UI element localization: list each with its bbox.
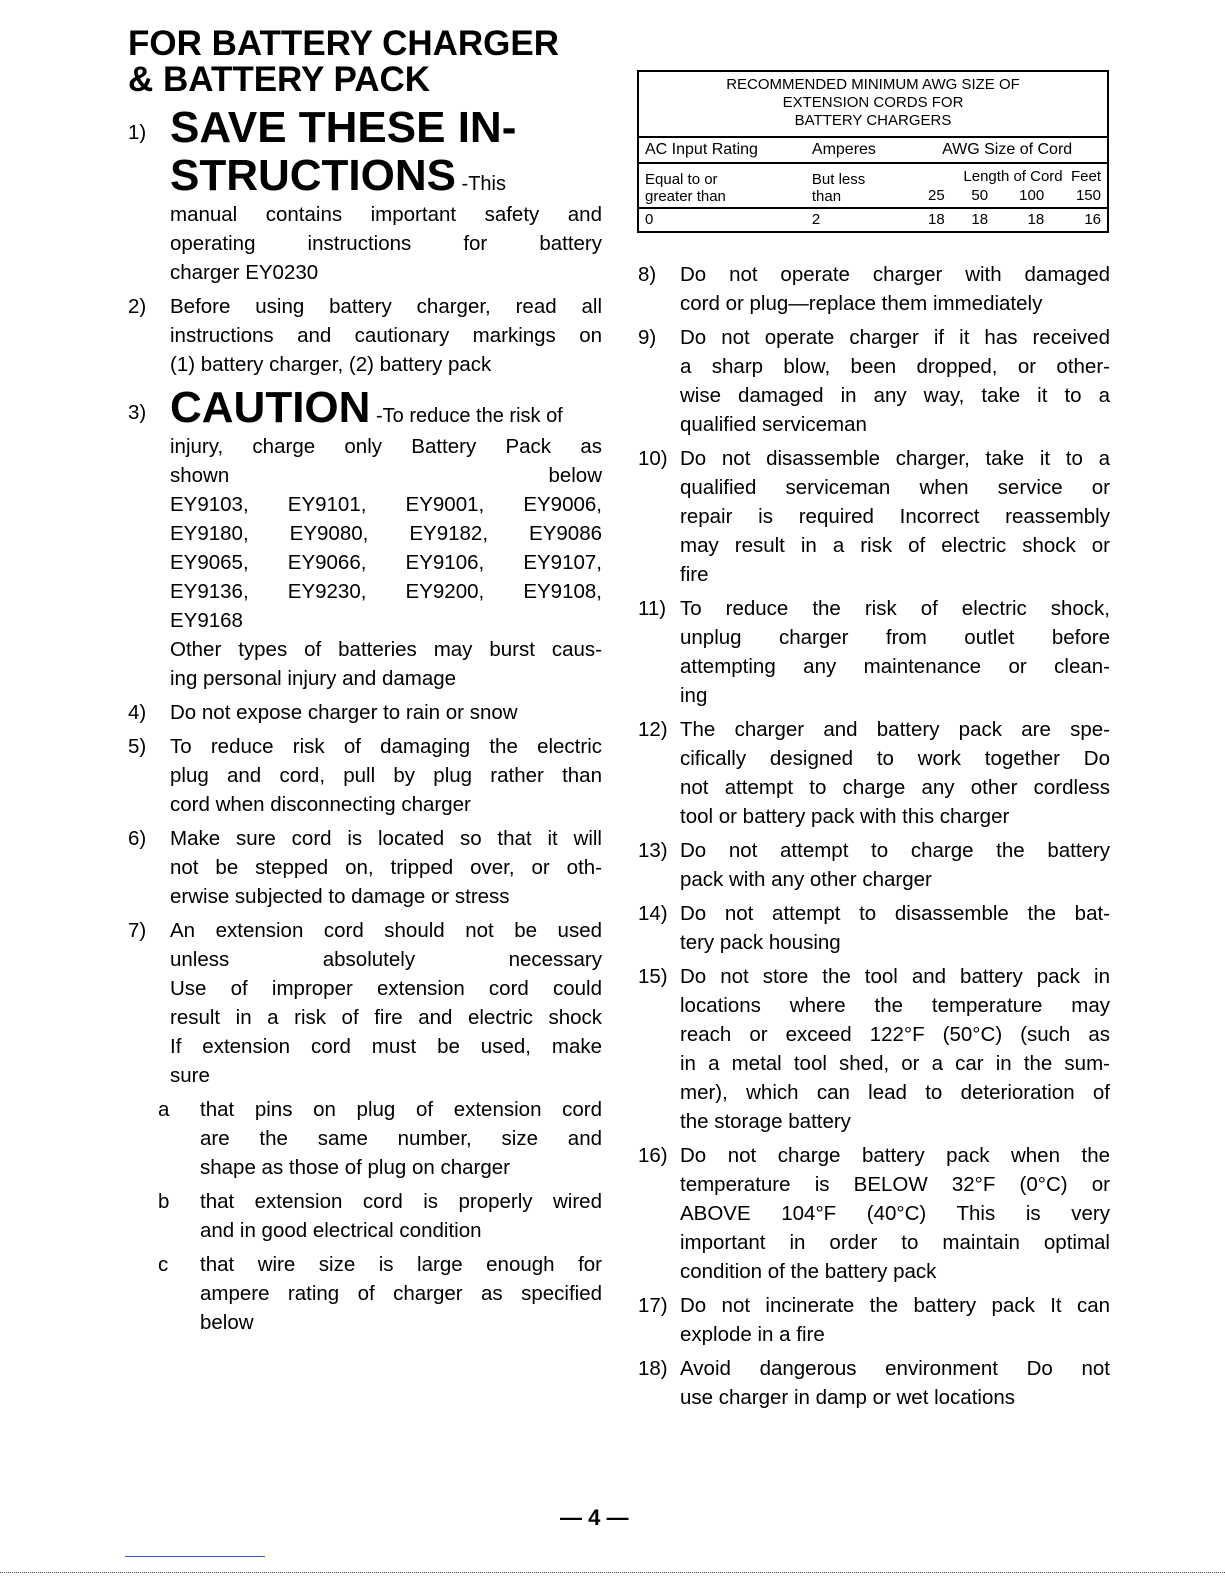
- item-number: 6): [128, 827, 147, 850]
- list-item: [128, 1095, 602, 1182]
- item-number: 4): [128, 701, 147, 724]
- text-line: EY9168: [170, 609, 243, 632]
- heading-text: STRUCTIONS: [170, 151, 456, 200]
- heading-line: FOR BATTERY CHARGER: [128, 24, 560, 63]
- page-divider: [0, 1572, 1225, 1573]
- item-number: b: [158, 1190, 170, 1213]
- table-title: RECOMMENDED MINIMUM AWG SIZE OF: [726, 76, 1020, 93]
- awg-table: [637, 70, 1109, 233]
- text-line: ing personal injury and damage: [170, 667, 457, 690]
- text-line: ampere rating of charger as specified: [200, 1282, 602, 1305]
- sub-header: Length of Cord Feet: [963, 168, 1101, 185]
- col-header: AC Input Rating: [645, 141, 758, 158]
- text-line: EY9065, EY9066, EY9106, EY9107,: [170, 551, 602, 574]
- list-item: [128, 824, 602, 911]
- text-line: To reduce risk of damaging the electric: [170, 735, 602, 758]
- cell: 18: [1027, 211, 1045, 228]
- item-number: 3): [128, 401, 147, 424]
- item-number: 8): [638, 263, 657, 286]
- text-line: shown below: [170, 464, 602, 487]
- text-line: cord or plug—replace them immediately: [680, 292, 1043, 315]
- text-line: that extension cord is properly wired: [200, 1190, 602, 1213]
- length: 150: [1075, 187, 1101, 204]
- text-line: Before using battery charger, read all: [170, 295, 602, 318]
- item-number: 16): [638, 1144, 668, 1167]
- text-line: instructions and cautionary markings on: [170, 324, 602, 347]
- sub-header: than: [811, 187, 842, 205]
- text-line: qualified serviceman: [680, 413, 867, 436]
- text-line: Do not charge battery pack when the: [680, 1144, 1110, 1167]
- col-header: AWG Size of Cord: [942, 141, 1073, 158]
- text-line: cifically designed to work together Do: [680, 747, 1110, 770]
- text-line: Do not attempt to disassemble the bat-: [680, 902, 1110, 925]
- item-number: 13): [638, 839, 668, 862]
- left-column: [128, 0, 602, 1342]
- item-number: 11): [638, 597, 667, 620]
- heading-tail: -This: [456, 173, 506, 195]
- text-line: Do not store the tool and battery pack in: [680, 965, 1110, 988]
- item-number: 2): [128, 295, 147, 318]
- item-heading: [170, 384, 602, 432]
- item-number: 5): [128, 735, 147, 758]
- list-item: [638, 962, 1110, 1136]
- text-line: tery pack housing: [680, 931, 841, 954]
- table-title: BATTERY CHARGERS: [794, 112, 952, 129]
- list-item: [128, 384, 602, 693]
- table-title: EXTENSION CORDS FOR: [782, 94, 964, 111]
- text-line: The charger and battery pack are spe-: [680, 718, 1110, 741]
- item-number: 18): [638, 1357, 668, 1380]
- item-number: 9): [638, 326, 657, 349]
- list-item: [638, 899, 1110, 957]
- list-item: [638, 1141, 1110, 1286]
- text-line: ing: [680, 684, 708, 707]
- item-number: c: [158, 1253, 169, 1276]
- item-number: 15): [638, 965, 668, 988]
- text-line: To reduce the risk of electric shock,: [680, 597, 1110, 620]
- list-item: [638, 715, 1110, 831]
- heading-text: SAVE THESE IN-: [170, 103, 517, 152]
- text-line: injury, charge only Battery Pack as: [170, 435, 602, 458]
- text-line: important in order to maintain optimal: [680, 1231, 1110, 1254]
- list-item: [638, 836, 1110, 894]
- text-line: wise damaged in any way, take it to a: [680, 384, 1110, 407]
- text-line: pack with any other charger: [680, 868, 932, 891]
- page-number: — 4 —: [560, 1505, 629, 1530]
- sub-header: greater than: [645, 187, 726, 205]
- text-line: An extension cord should not be used: [170, 919, 602, 942]
- text-line: plug and cord, pull by plug rather than: [170, 764, 602, 787]
- text-line: result in a risk of fire and electric shock: [170, 1006, 602, 1029]
- text-line: unless absolutely necessary: [170, 948, 602, 971]
- list-item: [128, 916, 602, 1090]
- text-line: mer), which can lead to deterioration of: [680, 1081, 1110, 1104]
- text-line: locations where the temperature may: [680, 994, 1110, 1017]
- text-line: Do not incinerate the battery pack It can: [680, 1294, 1110, 1317]
- text-line: condition of the battery pack: [680, 1260, 937, 1283]
- list-item: [128, 732, 602, 819]
- text-line: tool or battery pack with this charger: [680, 805, 1010, 828]
- text-line: in a metal tool shed, or a car in the sum-: [680, 1052, 1110, 1075]
- text-line: operating instructions for battery: [170, 232, 602, 255]
- length: 50: [971, 187, 989, 204]
- item-number: 12): [638, 718, 668, 741]
- text-line: ABOVE 104°F (40°C) This is very: [680, 1202, 1110, 1225]
- list-item: [638, 594, 1110, 710]
- item-number: 17): [638, 1294, 668, 1317]
- text-line: may result in a risk of electric shock or: [680, 534, 1110, 557]
- heading-tail: -To reduce the risk of: [370, 405, 563, 427]
- text-line: are the same number, size and: [200, 1127, 602, 1150]
- col-header: Amperes: [811, 141, 876, 158]
- text-line: EY9103, EY9101, EY9001, EY9006,: [170, 493, 602, 516]
- text-line: charger EY0230: [170, 261, 319, 284]
- text-line: EY9136, EY9230, EY9200, EY9108,: [170, 580, 602, 603]
- text-line: repair is required Incorrect reassembly: [680, 505, 1110, 528]
- list-item: [128, 104, 602, 287]
- cell: 18: [971, 211, 989, 228]
- text-line: explode in a fire: [680, 1323, 825, 1346]
- text-line: (1) battery charger, (2) battery pack: [170, 353, 492, 376]
- item-number: 7): [128, 919, 147, 942]
- list-item: [638, 260, 1110, 318]
- text-line: below: [200, 1311, 254, 1334]
- list-item: [128, 698, 602, 727]
- item-number: a: [158, 1098, 170, 1121]
- text-line: unplug charger from outlet before: [680, 626, 1110, 649]
- cell: 2: [811, 211, 821, 228]
- list-item: [638, 1291, 1110, 1349]
- text-line: sure: [170, 1064, 210, 1087]
- sub-header: But less: [811, 170, 866, 188]
- list-item: [638, 444, 1110, 589]
- text-line: Other types of batteries may burst caus-: [170, 638, 602, 661]
- text-line: Do not operate charger with damaged: [680, 263, 1110, 286]
- text-line: manual contains important safety and: [170, 203, 602, 226]
- text-line: Do not operate charger if it has received: [680, 326, 1110, 349]
- text-line: that pins on plug of extension cord: [200, 1098, 602, 1121]
- text-line: use charger in damp or wet locations: [680, 1386, 1016, 1409]
- list-item: [128, 1187, 602, 1245]
- item-number: 1): [128, 121, 147, 144]
- item-number: 14): [638, 902, 668, 925]
- text-line: shape as those of plug on charger: [200, 1156, 510, 1179]
- text-line: attempting any maintenance or clean-: [680, 655, 1110, 678]
- text-line: Use of improper extension cord could: [170, 977, 602, 1000]
- text-line: qualified serviceman when service or: [680, 476, 1110, 499]
- list-item: [128, 292, 602, 379]
- list-item: [638, 1354, 1110, 1412]
- text-line: Do not expose charger to rain or snow: [170, 701, 518, 724]
- list-item: [128, 1250, 602, 1337]
- text-line: Avoid dangerous environment Do not: [680, 1357, 1110, 1380]
- text-line: temperature is BELOW 32°F (0°C) or: [680, 1173, 1110, 1196]
- text-line: a sharp blow, been dropped, or other-: [680, 355, 1110, 378]
- list-item: [638, 323, 1110, 439]
- item-heading: [170, 152, 602, 200]
- text-line: Do not disassemble charger, take it to a: [680, 447, 1110, 470]
- text-line: EY9180, EY9080, EY9182, EY9086: [170, 522, 602, 545]
- item-heading: [170, 104, 602, 152]
- cell: 16: [1084, 211, 1101, 228]
- text-line: not attempt to charge any other cordless: [680, 776, 1110, 799]
- text-line: not be stepped on, tripped over, or oth-: [170, 856, 602, 879]
- length: 25: [927, 187, 945, 204]
- text-line: cord when disconnecting charger: [170, 793, 471, 816]
- sub-header: Equal to or: [645, 170, 718, 188]
- right-column: [638, 260, 1110, 1417]
- text-line: the storage battery: [680, 1110, 851, 1133]
- link-underline: [125, 1556, 265, 1557]
- length: 100: [1019, 187, 1045, 204]
- text-line: that wire size is large enough for: [200, 1253, 602, 1276]
- heading-text: CAUTION: [170, 383, 371, 432]
- cell: 0: [645, 211, 654, 228]
- item-number: 10): [638, 447, 668, 470]
- text-line: erwise subjected to damage or stress: [170, 885, 510, 908]
- cell: 18: [927, 211, 945, 228]
- text-line: and in good electrical condition: [200, 1219, 482, 1242]
- text-line: fire: [680, 563, 709, 586]
- text-line: Make sure cord is located so that it will: [170, 827, 602, 850]
- text-line: If extension cord must be used, make: [170, 1035, 602, 1058]
- text-line: reach or exceed 122°F (50°C) (such as: [680, 1023, 1110, 1046]
- text-line: Do not attempt to charge the battery: [680, 839, 1110, 862]
- heading-line: & BATTERY PACK: [128, 60, 431, 99]
